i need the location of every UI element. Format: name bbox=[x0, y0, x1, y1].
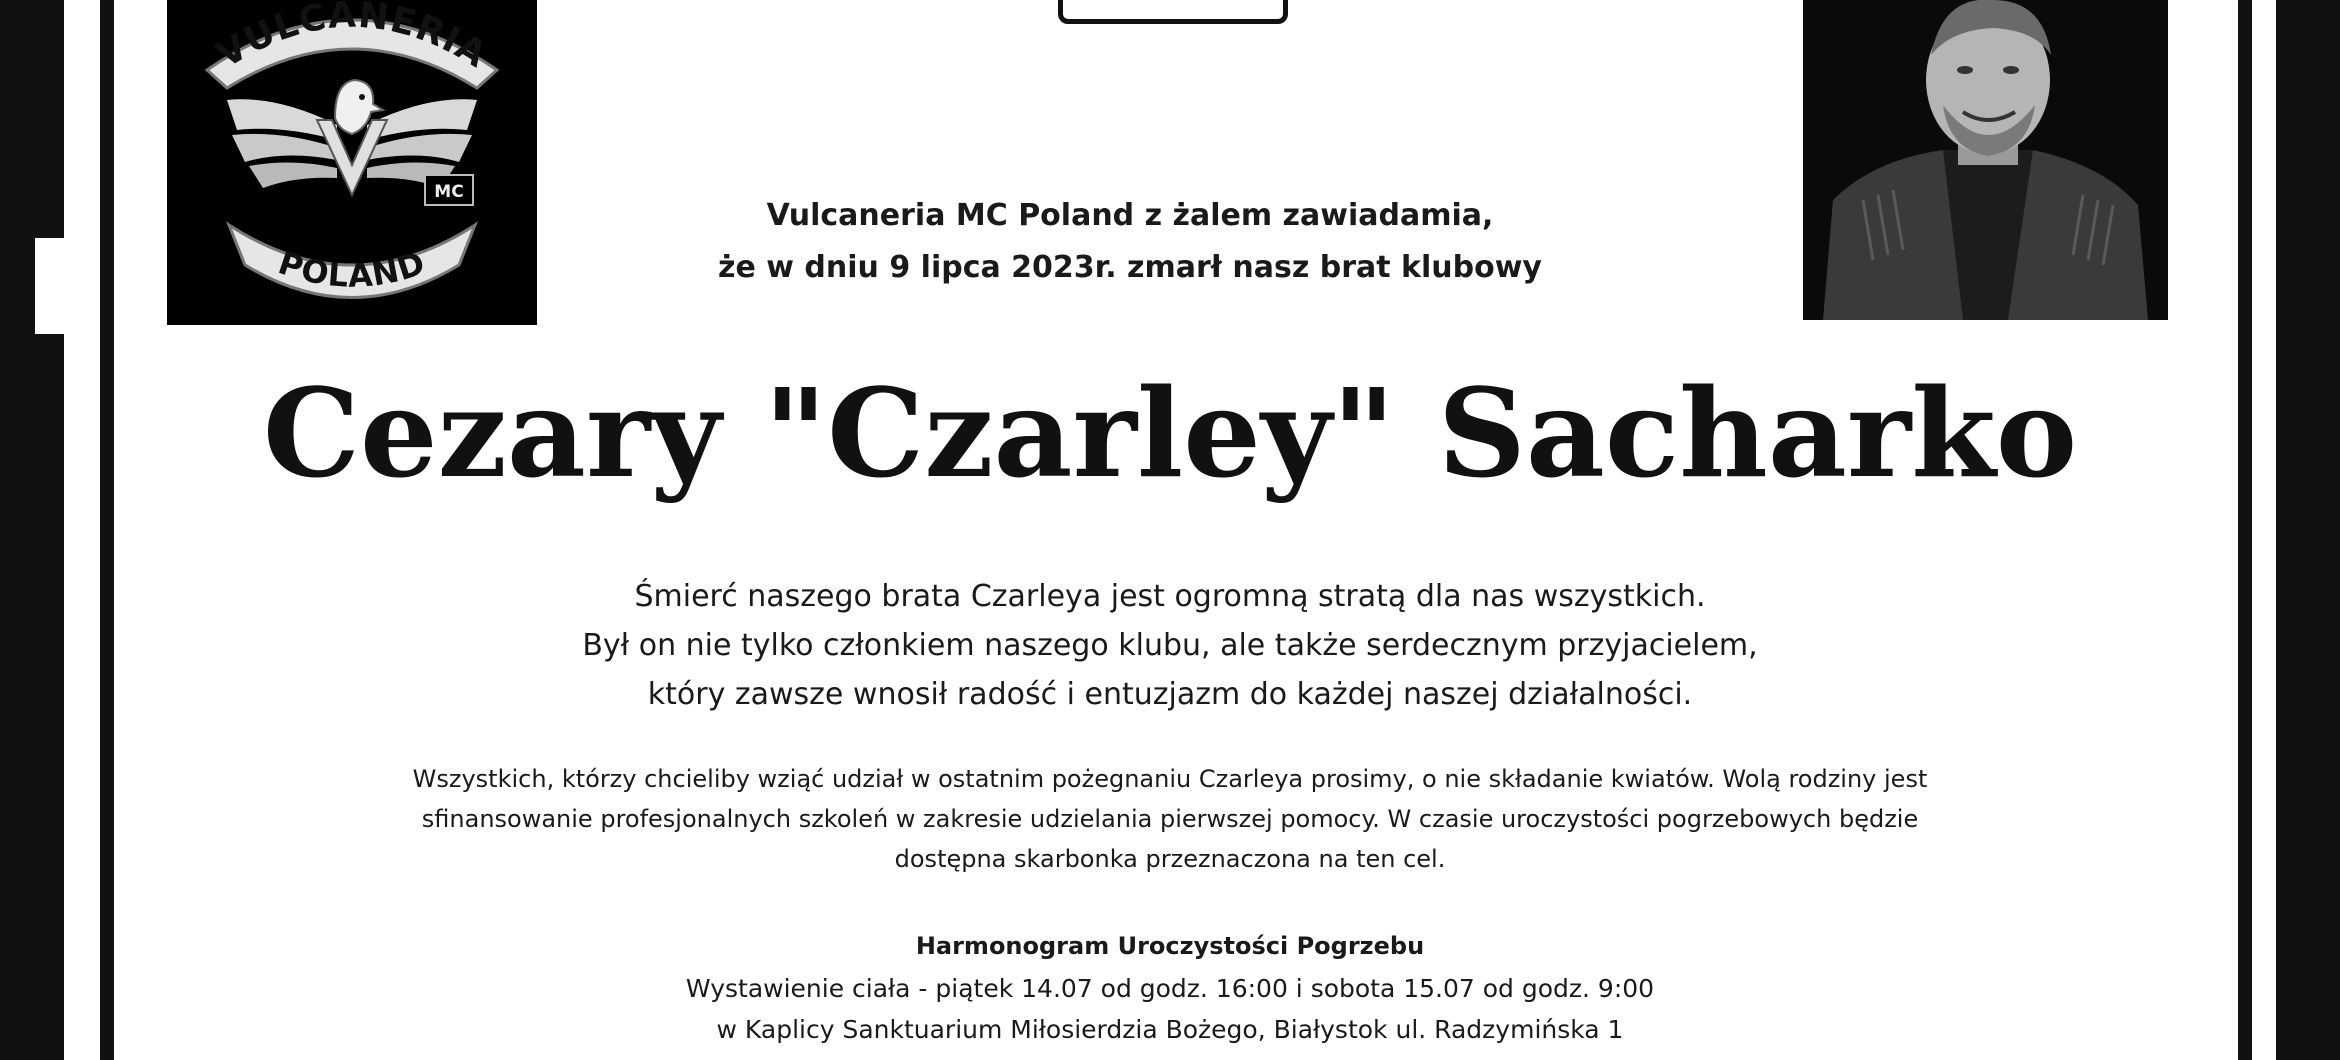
request-line-1: Wszystkich, którzy chcieliby wziąć udział w ostatnim pożegnaniu Czarleya prosimy, o nie składanie kwiatów. Wolą rodziny jest bbox=[412, 765, 1928, 793]
mourning-frame-left bbox=[0, 0, 64, 1060]
frame-notch bbox=[35, 238, 69, 334]
portrait-photo-icon bbox=[1803, 0, 2168, 320]
announcement bbox=[700, 190, 1560, 294]
frame-gap bbox=[2250, 0, 2276, 1060]
club-logo-graphic bbox=[167, 0, 537, 325]
request-line-3: dostępna skarbonka przeznaczona na ten cel. bbox=[894, 845, 1446, 873]
tribute-line-2: Był on nie tylko członkiem naszego klubu, ale także serdecznym przyjacielem, bbox=[582, 628, 1758, 663]
logo-mc-badge: MC bbox=[434, 182, 464, 202]
request-line-2: sfinansowanie profesjonalnych szkoleń w zakresie udzielania pierwszej pomocy. W czasie uroczystości pogrzebowych będzie bbox=[421, 805, 1919, 833]
schedule-line-1: Wystawienie ciała - piątek 14.07 od godz. 16:00 i sobota 15.07 od godz. 9:00 bbox=[685, 974, 1655, 1003]
tribute-line-3: który zawsze wnosił radość i entuzjazm do każdej naszej działalności. bbox=[647, 677, 1693, 712]
tribute-line-1: Śmierć naszego brata Czarleya jest ogromną stratą dla nas wszystkich. bbox=[634, 579, 1706, 614]
funeral-schedule bbox=[570, 968, 1770, 1050]
logo-bottom-text: POLAND bbox=[273, 243, 431, 295]
portrait-photo bbox=[1803, 0, 2168, 320]
announcement-line-1: Vulcaneria MC Poland z żalem zawiadamia, bbox=[766, 198, 1494, 233]
donation-request bbox=[330, 759, 2010, 879]
inner-frame-left bbox=[100, 0, 114, 1060]
top-badge bbox=[1058, 0, 1288, 24]
announcement-line-2: że w dniu 9 lipca 2023r. zmarł nasz brat klubowy bbox=[718, 250, 1542, 285]
logo-top-text: VULCANERIA bbox=[209, 0, 495, 77]
club-logo bbox=[167, 0, 537, 325]
mourning-frame-right bbox=[2276, 0, 2340, 1060]
deceased-name: Cezary "Czarley" Sacharko bbox=[262, 361, 2078, 505]
schedule-title: Harmonogram Uroczystości Pogrzebu bbox=[915, 932, 1425, 960]
tribute-paragraph bbox=[420, 572, 1920, 719]
inner-frame-right bbox=[2238, 0, 2252, 1060]
schedule-line-2: w Kaplicy Sanktuarium Miłosierdzia Bożego, Białystok ul. Radzymińska 1 bbox=[716, 1015, 1624, 1044]
